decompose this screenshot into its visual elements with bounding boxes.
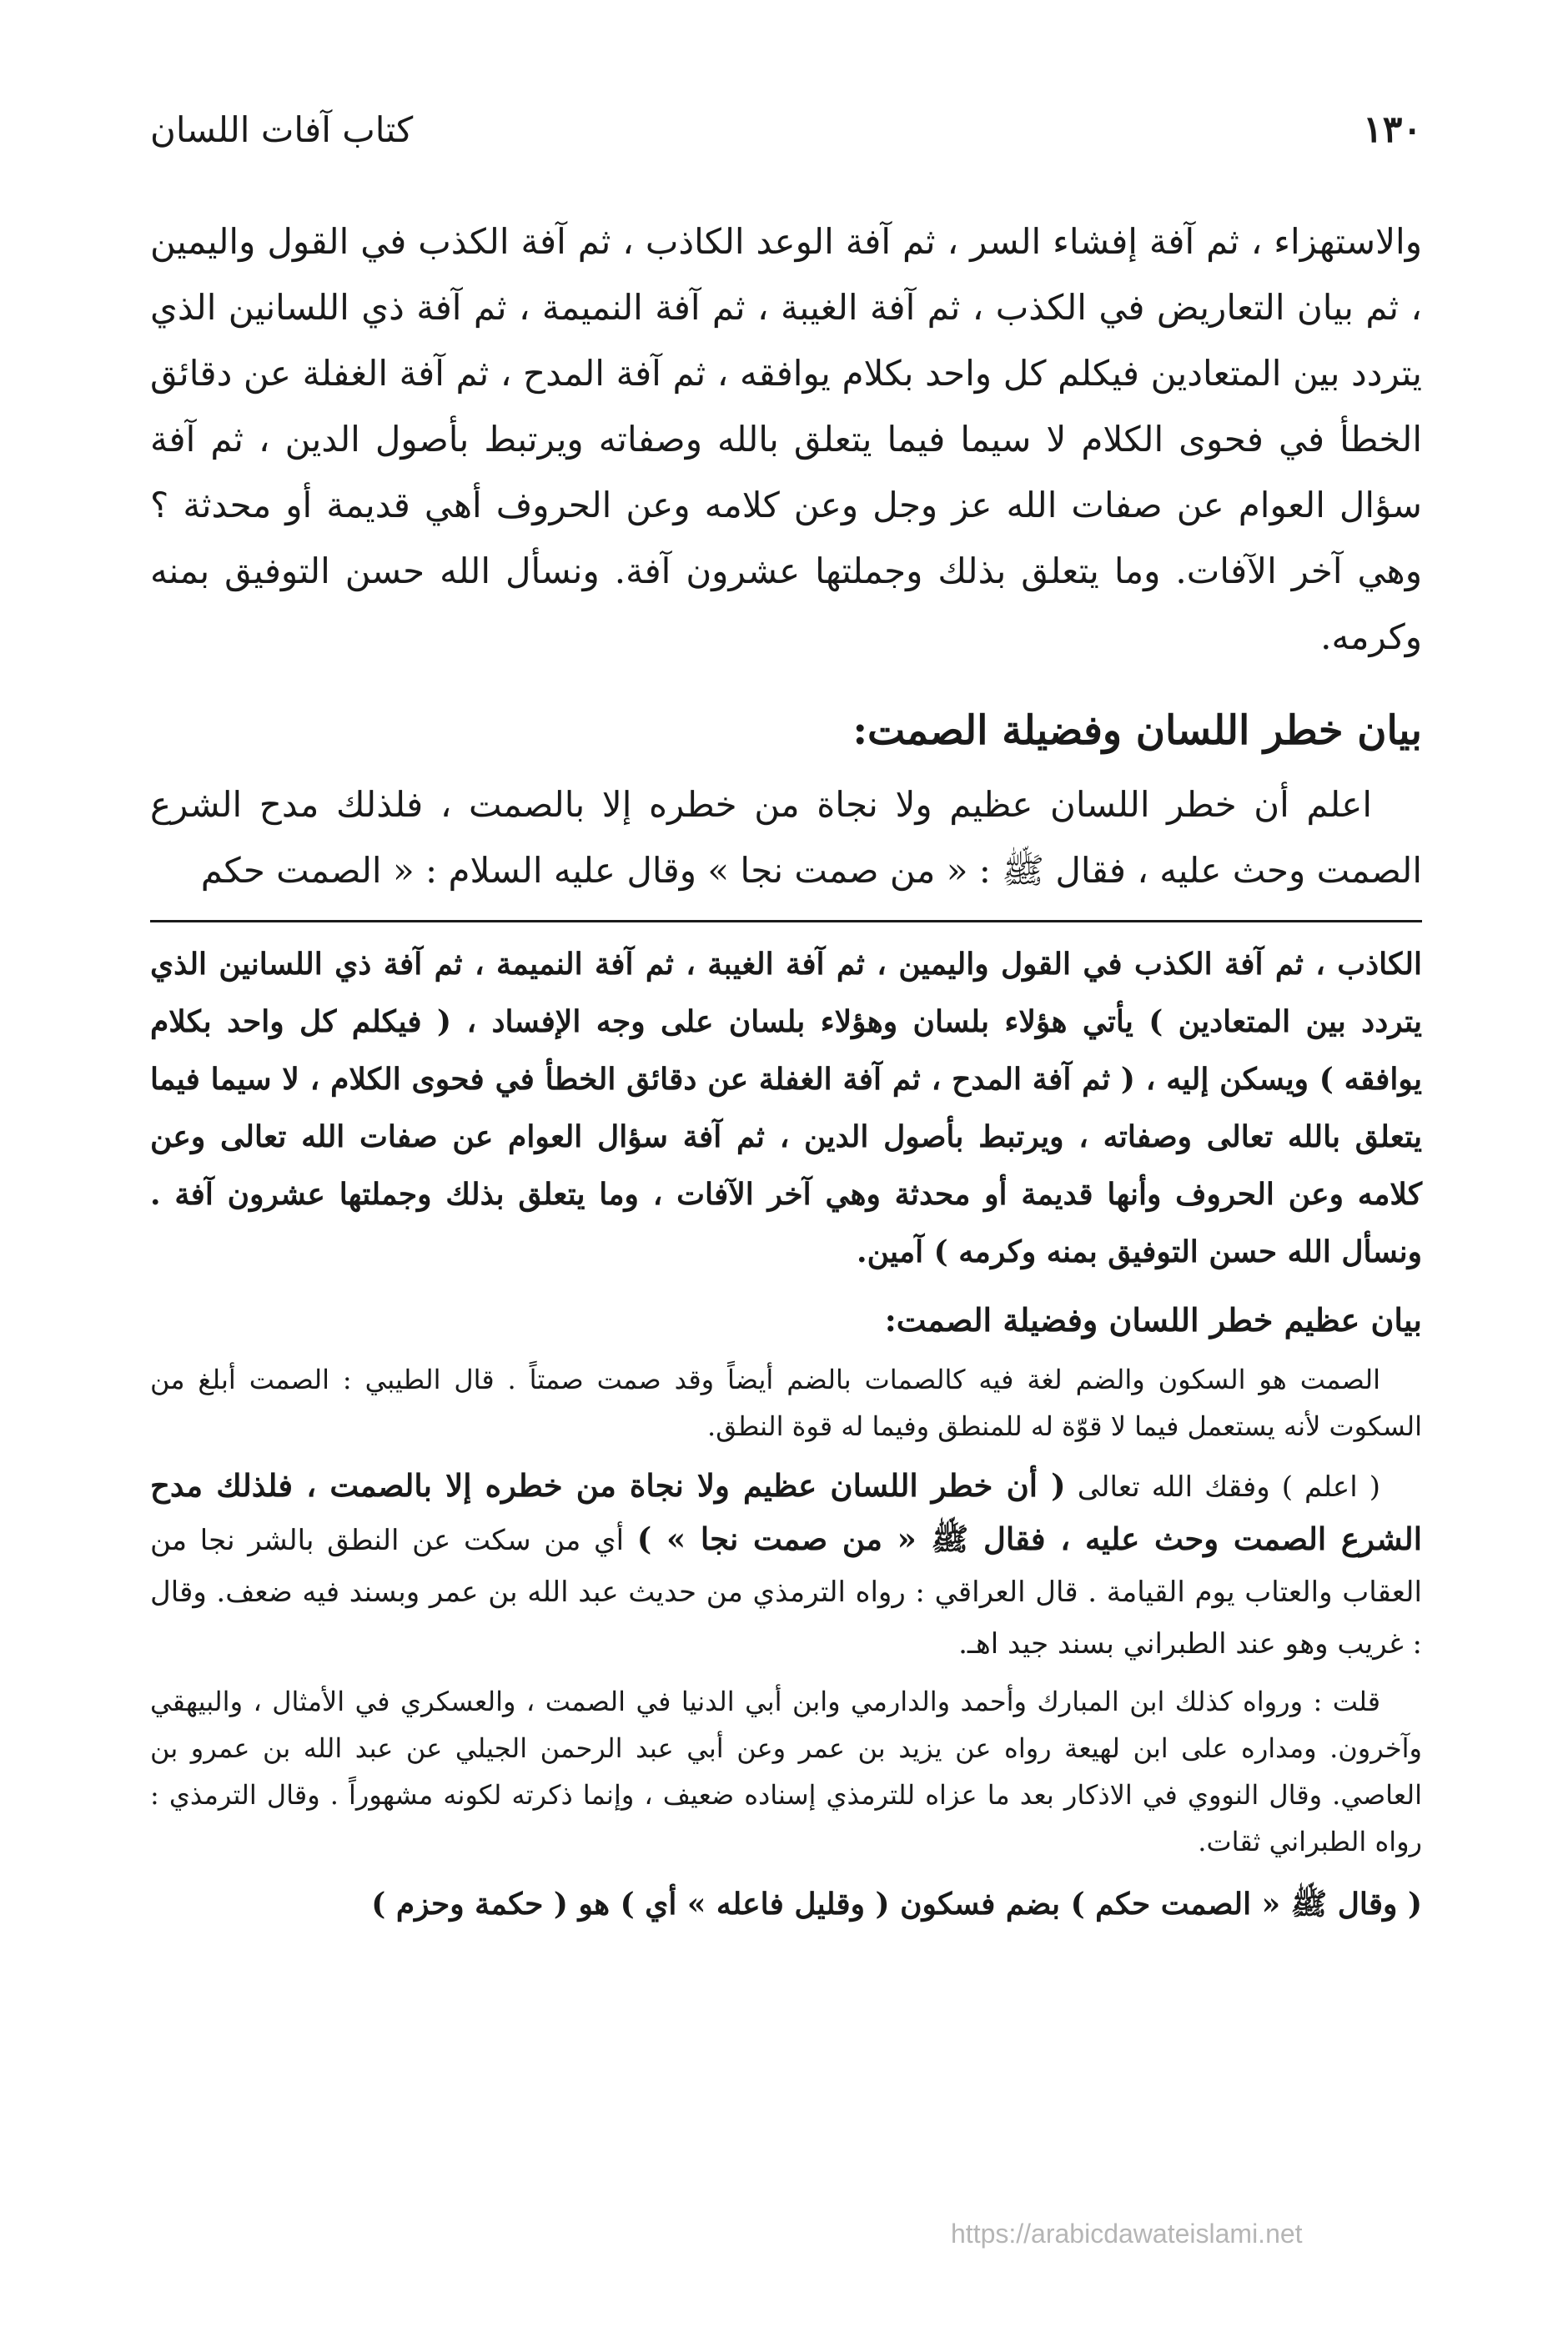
commentary-divider	[150, 920, 1422, 922]
commentary-block-3-note: أي من سكت عن النطق بالشر نجا من العقاب والعتاب يوم القيامة . قال العراقي : رواه الترمذي من حديث عبد الله بن عمر وبسند فيه ضعف. وقال : غريب وهو عند الطبراني بسند جيد اهـ.	[150, 1524, 1422, 1661]
commentary-block-2: الصمت هو السكون والضم لغة فيه كالصمات بالضم أيضاً وقد صمت صمتاً . قال الطيبي : الصمت أبلغ من السكوت لأنه يستعمل فيما لا قوّة له للمنطق وفيما له قوة النطق.	[150, 1364, 1422, 1442]
main-text	[150, 209, 1422, 903]
page-number: ١٣٠	[1363, 108, 1422, 151]
commentary-heading: بيان عظيم خطر اللسان وفضيلة الصمت:	[884, 1301, 1422, 1339]
running-header	[150, 108, 1422, 175]
book-page	[150, 108, 1422, 2294]
commentary	[150, 936, 1422, 1932]
main-paragraph-2: اعلم أن خطر اللسان عظيم ولا نجاة من خطره إلا بالصمت ، فلذلك مدح الشرع الصمت وحث عليه ، فقال ﷺ : « من صمت نجا » وقال عليه السلام : « الصمت حكم	[150, 784, 1422, 891]
main-paragraph-1: والاستهزاء ، ثم آفة إفشاء السر ، ثم آفة الوعد الكاذب ، ثم آفة الكذب في القول واليمين ، ثم بيان التعاريض في الكذب ، ثم آفة الغيبة ، ثم آفة النميمة ، ثم آفة ذي اللسانين الذي يتردد بين المتعادين فيكلم كل واحد بكلام يوافقه ، ثم آفة المدح ، ثم آفة الغفلة عن دقائق الخطأ في فحوى الكلام لا سيما فيما يتعلق بالله وصفاته ويرتبط بأصول الدين ، ثم آفة سؤال العوام عن صفات الله عز وجل وعن كلامه وعن الحروف أهي قديمة أو محدثة ؟ وهي آخر الآفات. وما يتعلق بذلك وجملتها عشرون آفة. ونسأل الله حسن التوفيق بمنه وكرمه.	[150, 221, 1422, 657]
book-title: كتاب آفات اللسان	[150, 109, 414, 150]
commentary-block-4: قلت : ورواه كذلك ابن المبارك وأحمد والدارمي وابن أبي الدنيا في الصمت ، والعسكري في الأمثال ، والبيهقي وآخرون. ومداره على ابن لهيعة رواه عن يزيد بن عمر وعن أبي عبد الرحمن الجيلي عن عبد الله بن عمرو بن العاصي. وقال النووي في الاذكار بعد ما عزاه للترمذي إسناده ضعيف ، وإنما ذكرته لكونه مشهوراً . وقال الترمذي : رواه الطبراني ثقات.	[150, 1686, 1423, 1857]
commentary-block-3-quote: ( أن خطر اللسان عظيم ولا نجاة من خطره إلا بالصمت ، فلذلك مدح الشرع الصمت وحث عليه ، فقال ﷺ « من صمت نجا » )	[150, 1467, 1422, 1557]
commentary-block-1: الكاذب ، ثم آفة الكذب في القول واليمين ، ثم آفة الغيبة ، ثم آفة النميمة ، ثم آفة ذي اللسانين الذي يتردد بين المتعادين ) يأتي هؤلاء بلسان وهؤلاء بلسان على وجه الإفساد ، ( فيكلم كل واحد بكلام يوافقه ) ويسكن إليه ، ( ثم آفة المدح ، ثم آفة الغفلة عن دقائق الخطأ في فحوى الكلام ، لا سيما فيما يتعلق بالله تعالى وصفاته ، ويرتبط بأصول الدين ، ثم آفة سؤال العوام عن صفات الله تعالى وعن كلامه وعن الحروف وأنها قديمة أو محدثة وهي آخر الآفات ، وما يتعلق بذلك وجملتها عشرون آفة . ونسأل الله حسن التوفيق بمنه وكرمه ) آمين.	[150, 947, 1422, 1269]
commentary-block-5: ( وقال ﷺ « الصمت حكم ) بضم فسكون ( وقليل فاعله » أي ) هو ( حكمة وحزم )	[371, 1887, 1422, 1922]
watermark-url: https://arabicdawateislami.net	[951, 2219, 1303, 2249]
commentary-block-3-intro: ( اعلم ) وفقك الله تعالى	[1065, 1470, 1380, 1504]
commentary-block-3	[150, 1460, 1422, 1670]
section-heading: بيان خطر اللسان وفضيلة الصمت:	[852, 707, 1422, 754]
